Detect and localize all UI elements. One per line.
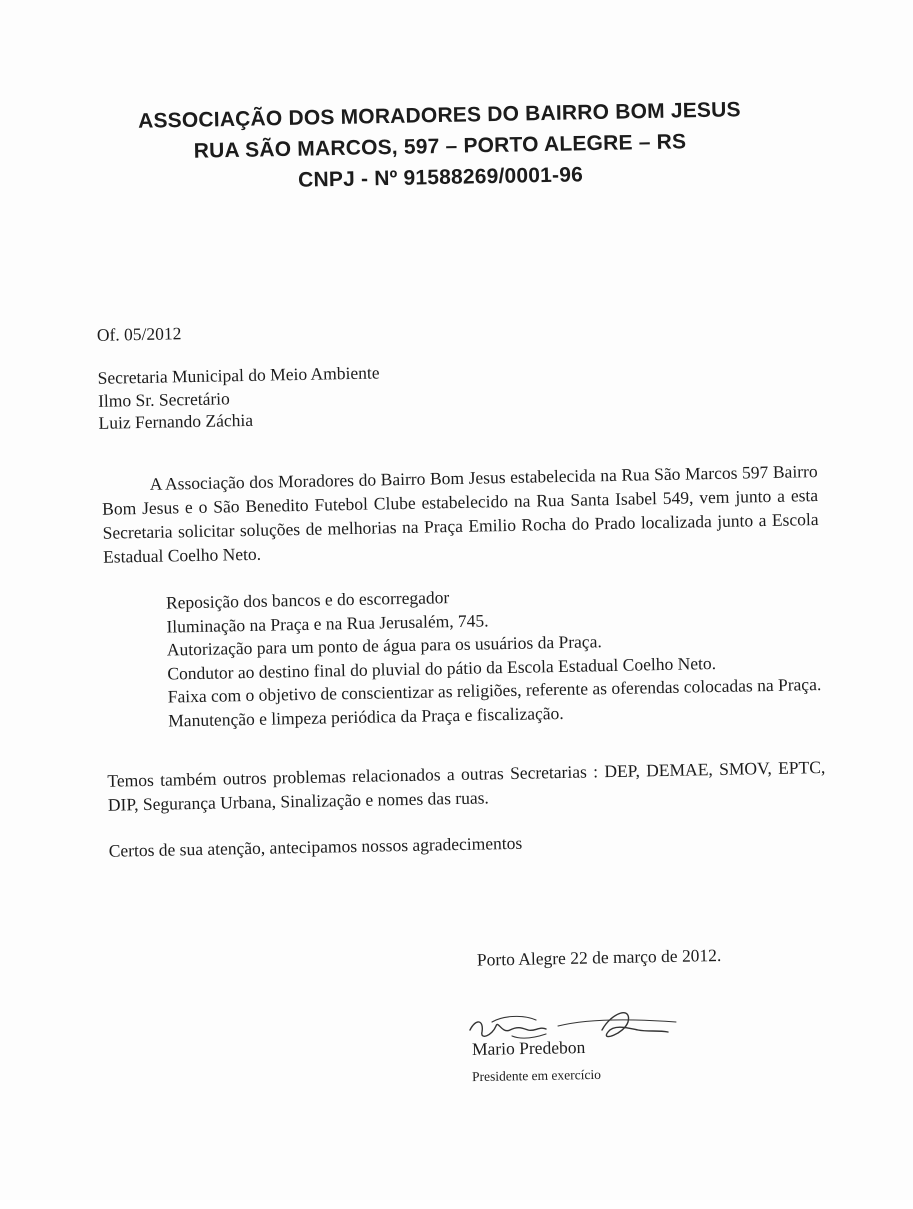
office-reference: Of. 05/2012 (96, 323, 182, 345)
request-item: Condutor ao destino final do pluvial do pátio da Escola Estadual Coelho Neto. (167, 652, 717, 684)
recipient-name: Luiz Fernando Záchia (98, 409, 254, 433)
request-item: Autorização para um ponto de água para os usuários da Praça. (166, 631, 602, 660)
recipient-department: Secretaria Municipal do Meio Ambiente (97, 362, 380, 388)
association-cnpj: CNPJ - Nº 91588269/0001-96 (297, 163, 584, 192)
request-paragraph: A Associação dos Moradores do Bairro Bom Jesus estabelecida na Rua São Marcos 597 Bairro Bom Jesus e o São Benedito Futebol Clube estabelecido na Rua Santa Isabel 549, vem junto a esta Secretaria solicitar soluções de melhorias na Praça Emilio Rocha do Prado localizada junto a Escola Estadual Coelho Neto. (101, 461, 819, 567)
signatory-name: Mario Predebon (471, 1037, 586, 1059)
request-item: Iluminação na Praça e na Rua Jerusalém, 745. (166, 609, 489, 637)
other-problems-paragraph: Temos também outros problemas relacionados a outras Secretarias : DEP, DEMAE, SMOV, EPTC, DIP, Segurança Urbana, Sinalização e nomes das ruas. (107, 756, 826, 815)
recipient-block (97, 361, 380, 434)
place-and-date: Porto Alegre 22 de março de 2012. (476, 944, 722, 970)
association-name: ASSOCIAÇÃO DOS MORADORES DO BAIRRO BOM JESUS (137, 98, 741, 133)
request-item: Manutenção e limpeza periódica da Praça e fiscalização. (168, 702, 564, 731)
request-item: Reposição dos bancos e do escorregador (165, 587, 450, 613)
request-item: Faixa com o objetivo de conscientizar as religiões, referente as oferendas colocadas na Praça. (167, 674, 822, 707)
recipient-salutation: Ilmo Sr. Secretário (97, 387, 230, 411)
closing-line: Certos de sua atenção, antecipamos nossos agradecimentos (108, 832, 523, 861)
request-list (166, 579, 825, 733)
association-address: RUA SÃO MARCOS, 597 – PORTO ALEGRE – RS (193, 130, 687, 163)
signatory-role: Presidente em exercício (471, 1066, 602, 1085)
